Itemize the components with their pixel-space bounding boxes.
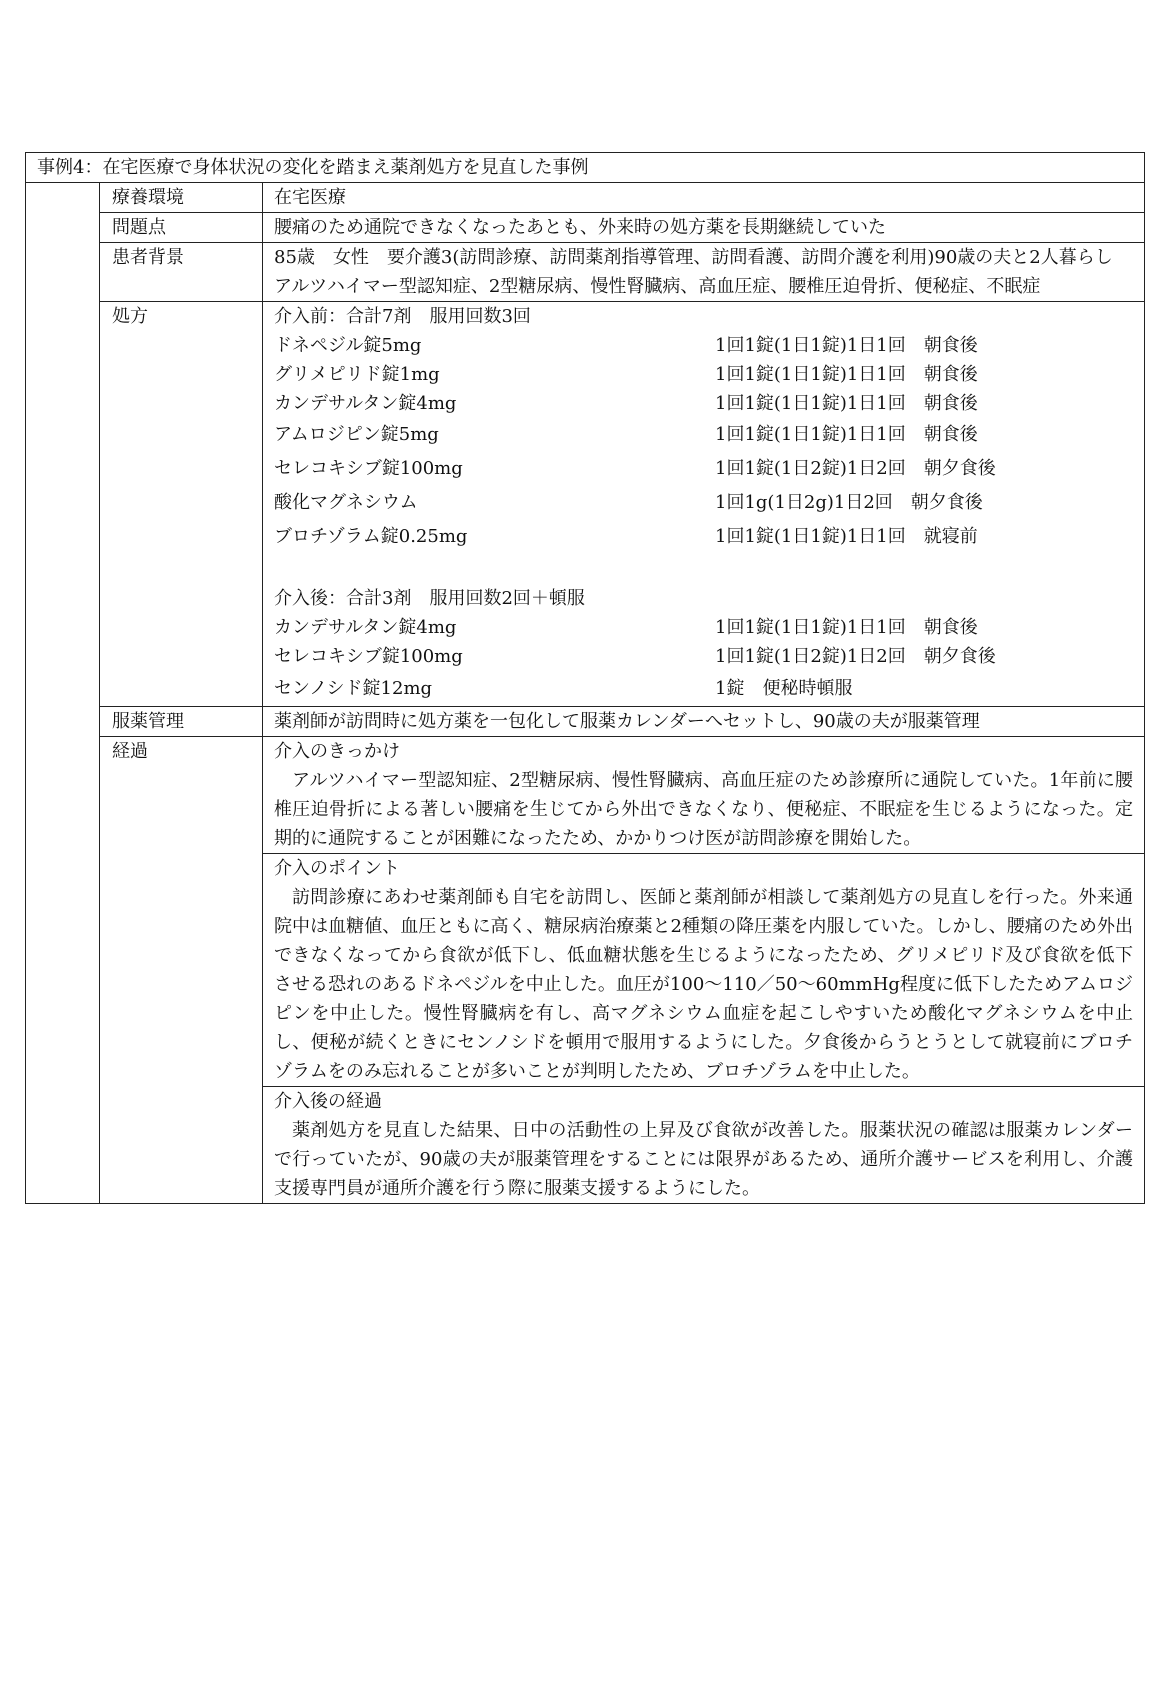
- drug-row: [274, 671, 1133, 706]
- spacer: [274, 554, 1133, 584]
- drug-dosage: 1回1錠(1日1錠)1日1回 朝食後: [715, 424, 978, 445]
- drug-name: グリメピリド錠1mg: [274, 364, 440, 385]
- drug-name: アムロジピン錠5mg: [274, 424, 439, 445]
- case-table: [25, 152, 1145, 1204]
- drug-dosage: 1回1錠(1日1錠)1日1回 朝食後: [715, 393, 978, 414]
- case-document: [25, 152, 1144, 1204]
- background-label: 患者背景: [100, 243, 263, 302]
- points-section: [263, 854, 1145, 1087]
- drug-name: セレコキシブ錠100mg: [274, 458, 463, 479]
- medication-management-value: 薬剤師が訪問時に処方薬を一包化して服薬カレンダーへセットし、90歳の夫が服薬管理: [263, 707, 1145, 737]
- medication-management-label: 服薬管理: [100, 707, 263, 737]
- trigger-section: [263, 737, 1145, 854]
- drug-dosage: 1錠 便秘時頓服: [715, 678, 853, 699]
- after-section: [263, 1087, 1145, 1204]
- course-label: 経過: [100, 737, 263, 1204]
- drug-dosage: 1回1錠(1日2錠)1日2回 朝夕食後: [715, 646, 996, 667]
- points-title: 介入のポイント: [274, 858, 400, 879]
- trigger-title: 介入のきっかけ: [274, 741, 400, 762]
- drug-dosage: 1回1錠(1日1錠)1日1回 就寝前: [715, 526, 978, 547]
- left-margin-cell: [26, 183, 100, 1204]
- after-title: 介入後：合計3剤 服用回数2回＋頓服: [274, 588, 585, 609]
- background-value: [263, 243, 1145, 302]
- after-course-title: 介入後の経過: [274, 1091, 382, 1112]
- trigger-text: アルツハイマー型認知症、2型糖尿病、慢性腎臓病、高血圧症のため診療所に通院していた。1年前に腰椎圧迫骨折による著しい腰痛を生じてから外出できなくなり、便秘症、不眠症を生じるようになった。定期的に通院することが困難になったため、かかりつけ医が訪問診療を開始した。: [274, 770, 1133, 849]
- problem-row: [26, 213, 1145, 243]
- prescription-value: [263, 302, 1145, 707]
- drug-name: 酸化マグネシウム: [274, 492, 418, 513]
- before-drug-list: [274, 331, 1133, 554]
- drug-name: ドネペジル錠5mg: [274, 335, 422, 356]
- drug-row: [274, 642, 1133, 671]
- drug-row: [274, 360, 1133, 389]
- drug-name: センノシド錠12mg: [274, 678, 433, 699]
- medication-management-row: [26, 707, 1145, 737]
- drug-name: カンデサルタン錠4mg: [274, 393, 457, 414]
- problem-label: 問題点: [100, 213, 263, 243]
- after-drug-list: [274, 613, 1133, 706]
- before-title: 介入前：合計7剤 服用回数3回: [274, 306, 531, 327]
- background-line-1: 85歳 女性 要介護3(訪問診療、訪問薬剤指導管理、訪問看護、訪問介護を利用)90歳の夫と2人暮らし: [274, 247, 1113, 268]
- drug-row: [274, 418, 1133, 452]
- drug-dosage: 1回1g(1日2g)1日2回 朝夕食後: [715, 492, 983, 513]
- drug-dosage: 1回1錠(1日1錠)1日1回 朝食後: [715, 335, 978, 356]
- title-row: [26, 153, 1145, 183]
- points-text: 訪問診療にあわせ薬剤師も自宅を訪問し、医師と薬剤師が相談して薬剤処方の見直しを行った。外来通院中は血糖値、血圧ともに高く、糖尿病治療薬と2種類の降圧薬を内服していた。しかし、腰痛のため外出できなくなってから食欲が低下し、低血糖状態を生じるようになったため、グリメピリド及び食欲を低下させる恐れのあるドネペジルを中止した。血圧が100～110／50～60mmHg程度に低下したためアムロジピンを中止した。慢性腎臓病を有し、高マグネシウム血症を起こしやすいため酸化マグネシウムを中止し、便秘が続くときにセンノシドを頓用で服用するようにした。夕食後からうとうとして就寝前にブロチゾラムをのみ忘れることが多いことが判明したため、ブロチゾラムを中止した。: [274, 887, 1133, 1082]
- drug-row: [274, 520, 1133, 554]
- prescription-label: 処方: [100, 302, 263, 707]
- drug-row: [274, 486, 1133, 520]
- case-title: 事例4：在宅医療で身体状況の変化を踏まえ薬剤処方を見直した事例: [26, 153, 1145, 183]
- setting-row: [26, 183, 1145, 213]
- drug-dosage: 1回1錠(1日1錠)1日1回 朝食後: [715, 364, 978, 385]
- drug-row: [274, 389, 1133, 418]
- drug-name: カンデサルタン錠4mg: [274, 617, 457, 638]
- drug-row: [274, 613, 1133, 642]
- drug-name: セレコキシブ錠100mg: [274, 646, 463, 667]
- drug-dosage: 1回1錠(1日1錠)1日1回 朝食後: [715, 617, 978, 638]
- prescription-row: [26, 302, 1145, 707]
- drug-dosage: 1回1錠(1日2錠)1日2回 朝夕食後: [715, 458, 996, 479]
- drug-row: [274, 331, 1133, 360]
- course-trigger-row: [26, 737, 1145, 854]
- drug-row: [274, 452, 1133, 486]
- setting-label: 療養環境: [100, 183, 263, 213]
- setting-value: 在宅医療: [263, 183, 1145, 213]
- drug-name: ブロチゾラム錠0.25mg: [274, 526, 468, 547]
- problem-value: 腰痛のため通院できなくなったあとも、外来時の処方薬を長期継続していた: [263, 213, 1145, 243]
- background-row: [26, 243, 1145, 302]
- after-course-text: 薬剤処方を見直した結果、日中の活動性の上昇及び食欲が改善した。服薬状況の確認は服薬カレンダーで行っていたが、90歳の夫が服薬管理をすることには限界があるため、通所介護サービスを利用し、介護支援専門員が通所介護を行う際に服薬支援するようにした。: [274, 1120, 1133, 1199]
- background-line-2: アルツハイマー型認知症、2型糖尿病、慢性腎臓病、高血圧症、腰椎圧迫骨折、便秘症、不眠症: [274, 276, 1041, 297]
